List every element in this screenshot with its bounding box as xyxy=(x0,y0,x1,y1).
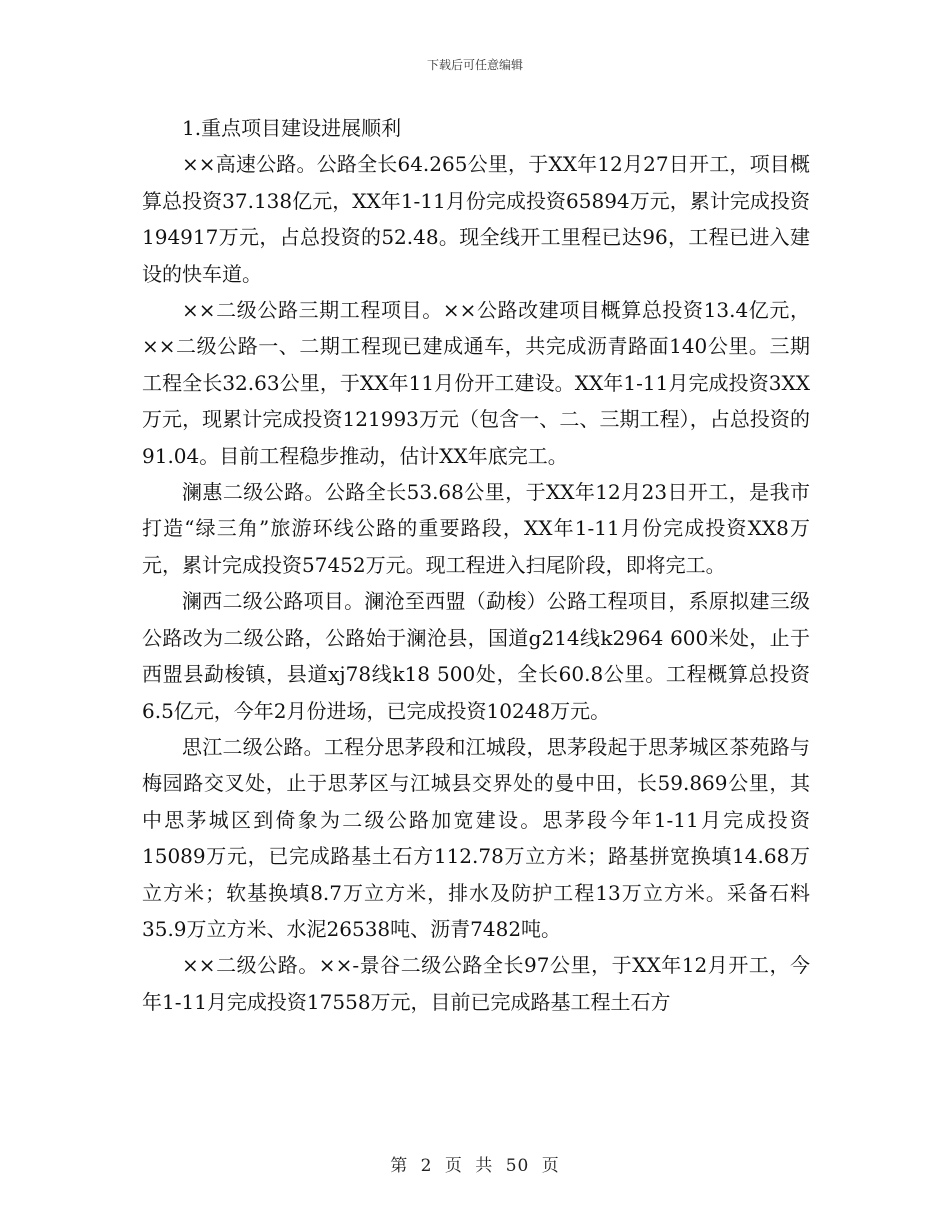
paragraph-sijiang-road: 思江二级公路。工程分思茅段和江城段，思茅段起于思茅城区茶苑路与梅园路交叉处，止于思茅区与江城县交界处的曼中田，长59.869公里，其中思茅城区到倚象为二级公路加宽建设。思茅段今年1-11月完成投资15089万元，已完成路基土石方112.78万立方米；路基拼宽换填14.68万立方米；软基换填8.7万立方米，排水及防护工程13万立方米。采备石料35.9万立方米、水泥26538吨、沥青7482吨。 xyxy=(142,734,810,941)
page-footer: 第 2 页 共 50 页 xyxy=(390,1156,560,1176)
paragraph-expressway: ××高速公路。公路全长64.265公里，于XX年12月27日开工，项目概算总投资37.138亿元，XX年1-11月份完成投资65894万元，累计完成投资194917万元，占总投资的52.48。现全线开工里程已达96，工程已进入建设的快车道。 xyxy=(142,152,810,286)
paragraph-jinggu-road: ××二级公路。××-景谷二级公路全长97公里，于XX年12月开工，今年1-11月完成投资17558万元，目前已完成路基工程土石方 xyxy=(142,953,810,1014)
paragraph-lanhui-road: 澜惠二级公路。公路全长53.68公里，于XX年12月23日开工，是我市打造“绿三角”旅游环线公路的重要路段，XX年1-11月份完成投资XX8万元，累计完成投资57452万元。现工程进入扫尾阶段，即将完工。 xyxy=(142,480,810,577)
paragraph-phase3-road: ××二级公路三期工程项目。××公路改建项目概算总投资13.4亿元，××二级公路一、二期工程现已建成通车，共完成沥青路面140公里。三期工程全长32.63公里，于XX年11月份开工建设。XX年1-11月完成投资3XX万元，现累计完成投资121993万元（包含一、二、三期工程），占总投资的91.04。目前工程稳步推动，估计XX年底完工。 xyxy=(142,298,810,468)
section-heading: 1.重点项目建设进展顺利 xyxy=(182,116,402,140)
page-header: 下载后可任意编辑 xyxy=(426,58,523,72)
document-body xyxy=(142,110,810,1020)
paragraph-lanxi-road: 澜西二级公路项目。澜沧至西盟（勐梭）公路工程项目，系原拟建三级公路改为二级公路，公路始于澜沧县，国道g214线k2964 600米处，止于西盟县勐梭镇，县道xj78线k18 500处，全长60.8公里。工程概算总投资6.5亿元，今年2月份进场，已完成投资10248万元。 xyxy=(142,589,810,723)
